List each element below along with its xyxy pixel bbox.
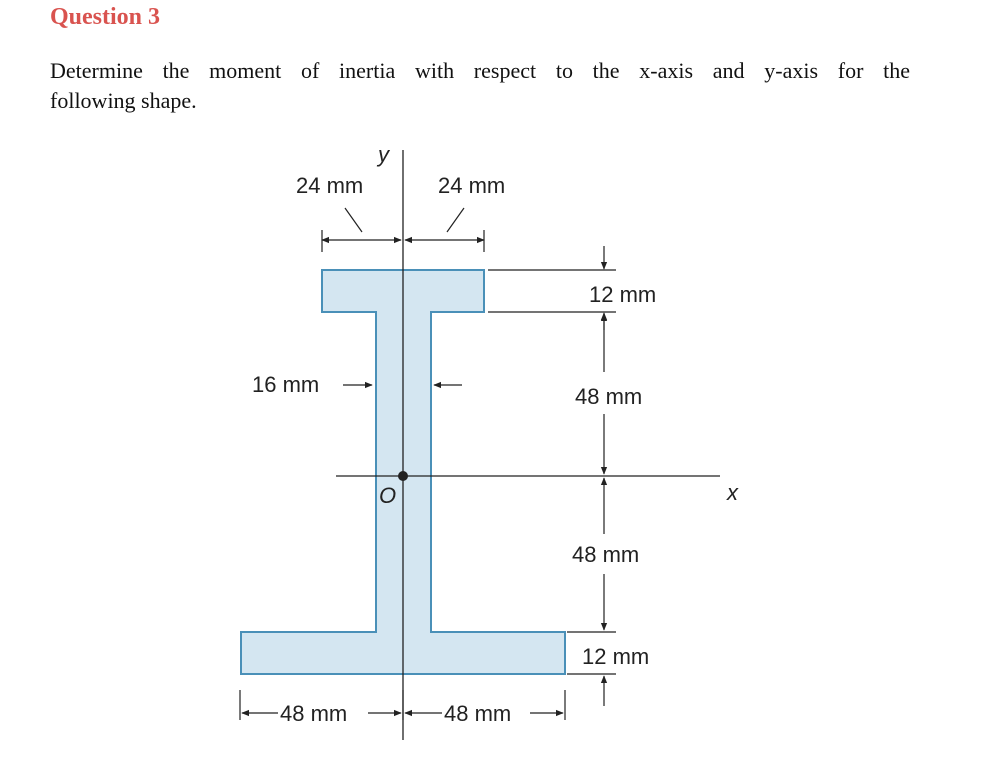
dim-top-flange-left: 24 mm bbox=[296, 173, 364, 198]
y-axis-label: y bbox=[378, 142, 389, 167]
dim-web-width: 16 mm bbox=[252, 372, 320, 397]
dim-top-flange-thickness: 12 mm bbox=[589, 282, 657, 307]
leader-top-left bbox=[345, 208, 362, 232]
dim-web-upper: 48 mm bbox=[575, 384, 643, 409]
prompt-line-2: following shape. bbox=[50, 88, 197, 113]
dim-top-flange-right: 24 mm bbox=[438, 173, 506, 198]
origin-point bbox=[398, 471, 408, 481]
leader-top-right bbox=[447, 208, 464, 232]
dim-bottom-flange-thickness: 12 mm bbox=[582, 644, 650, 669]
question-title: Question 3 bbox=[50, 4, 161, 30]
prompt-line-1: Determine the moment of inertia with respect to the x-axis and y-axis for the bbox=[50, 58, 910, 83]
origin-label: O bbox=[379, 483, 397, 508]
dim-bottom-flange-right: 48 mm bbox=[444, 701, 512, 726]
x-axis-label: x bbox=[727, 480, 738, 505]
dim-bottom-flange-left: 48 mm bbox=[280, 701, 348, 726]
dim-web-lower: 48 mm bbox=[572, 542, 640, 567]
